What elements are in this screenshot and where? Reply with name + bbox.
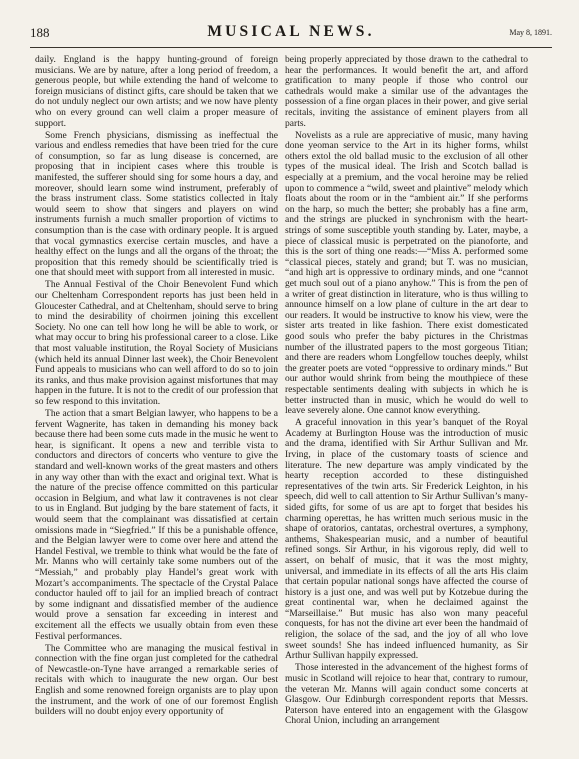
right-column bbox=[285, 55, 528, 751]
header-rule bbox=[30, 47, 552, 48]
issue-date: May 8, 1891. bbox=[509, 28, 552, 37]
paragraph: The Annual Festival of the Choir Benevolent Fund which our Cheltenham Correspondent reports has just been held in Gloucester Cathedral, and at Cheltenham, should serve to bring to mind the desirability of choirmen joining this excellent Society. No one can tell how long he will be able to work, or what may occur to bring his professional career to a close. Like that most valuable institution, the Royal Society of Musicians (which held its annual Dinner last week), the Choir Benevolent Fund appeals to musicians who can well afford to do so to join its ranks, and thus make provision against misfortunes that may happen in the future. It is not to the credit of our profession that so few respond to this invitation. bbox=[35, 279, 278, 407]
paragraph: The action that a smart Belgian lawyer, who happens to be a fervent Wagnerite, has taken in demanding his money back because there had been some cuts made in the music he went to hear, is significant. It opens a new and terrible vista to conductors and directors of concerts who venture to give the standard and well-known works of the great masters and others in any way other than with the exact and original text. What is the nature of the precise offence committed on this particular occasion in Belgium, and what law it contravenes is not clear to us in England. But judging by the bare statement of facts, it would seem that the complainant was dissatisfied at certain omissions made in “Siegfried.” If this be a punishable offence, and the Belgian lawyer were to come over here and attend the Handel Festival, we tremble to think what would be the fate of Mr. Manns who will certainly take some numbers out of the “Messiah,” and probably play Handel’s great work with Mozart’s accompaniments. The spectacle of the Crystal Palace conductor hauled off to jail for an implied breach of contract by some indignant and dissatisfied member of the audience would prove a sensation far exceeding in interest and excitement all the effects we usually obtain from even these Festival performances. bbox=[35, 408, 278, 642]
paragraph: being properly appreciated by those drawn to the cathedral to hear the performances. It would benefit the art, and afford gratification to many people if those who control our cathedrals would make a similar use of the advantages the possession of a fine organ places in their power, and give serial recitals, inviting the assistance of eminent players from all parts. bbox=[285, 55, 528, 129]
paragraph: The Committee who are managing the musical festival in connection with the fine organ just completed for the cathedral of Newcastle-on-Tyne have arranged a remarkable series of recitals with which to inaugurate the new organ. Our best English and some renowned foreign organists are to play upon the instrument, and the work of one of our foremost English builders will no doubt enjoy every opportunity of bbox=[35, 642, 278, 718]
left-column bbox=[35, 55, 278, 751]
paragraph: Those interested in the advancement of the highest forms of music in Scotland will rejoice to hear that, contrary to rumour, the veteran Mr. Manns will again conduct some concerts at Glasgow. Our Edinburgh correspondent reports that Messrs. Paterson have entered into an engagement with the Glasgow Choral Union, including an arrangement bbox=[285, 662, 528, 727]
paragraph: daily. England is the happy hunting-ground of foreign musicians. We are by nature, after a long period of freedom, a generous people, but while extending the hand of welcome to foreign musicians of distinct gifts, care should be taken that we do not unduly neglect our own artists; and we now have plenty who on every ground can well claim a proper measure of support. bbox=[35, 55, 278, 129]
paragraph: A graceful innovation in this year’s banquet of the Royal Academy at Burlington House was the introduction of music and the drama, identified with Sir Arthur Sullivan and Mr. Irving, in place of the customary toasts of science and literature. The new departure was amply vindicated by the hearty reception accorded to these distinguished representatives of the twin arts. Sir Frederick Leighton, in his speech, did well to call attention to Sir Arthur Sullivan’s many-sided gifts, for some of us are apt to forget that besides his charming operettas, he has written much serious music in the shape of oratorios, cantatas, orchestral overtures, a symphony, anthems, Shakespearian music, and a number of beautiful refined songs. Sir Arthur, in his vigorous reply, did well to assert, on behalf of music, that it was the most mighty, universal, and immediate in its effects of all the arts His claim that certain popular national songs have affected the course of history is a just one, and was well put by Kotzebue during the great continental war, when he declaimed against the “Marseillaise.” But music has also won many peaceful conquests, for has not the divine art ever been the handmaid of religion, the solace of the sad, and the joy of all who love sweet sounds! She has indeed influenced humanity, as Sir Arthur Sullivan happily expressed. bbox=[285, 417, 528, 662]
paragraph: Some French physicians, dismissing as ineffectual the various and endless remedies that have been tried for the cure of consumption, so far as lung disease is concerned, are proposing that in incipient cases where this trouble is manifested, the sufferer should sing for some hours a day, and moreover, should learn some wind instrument, preferably of the brass instrument class. Some statistics collected in Italy would seem to show that singers and players on wind instruments furnish a much smaller proportion of victims to consumption than is the case with ordinary people. It is argued that vocal gymnastics exercise certain muscles, and have a healthy effect on the lungs and all the organs of the throat; the proposition that this remedy should be scientifically tried is one that should meet with support from all interested in music. bbox=[35, 129, 278, 279]
paragraph: Novelists as a rule are appreciative of music, many having done yeoman service to the Art in its higher forms, whilst others extol the old ballad music to the exclusion of all other types of the musical ideal. The Irish and Scotch ballad is especially at a premium, and the vocal heroine may be relied upon to commence a “wild, sweet and plaintive” melody which floats about the room or in the “ambient air.” If she performs on the harp, so much the better; she probably has a fine arm, and the strings are plucked in synchronism with the heart-strings of some susceptible youth standing by. Later, maybe, a piece of classical music is perpetrated on the pianoforte, and this is the sort of thing one reads:—“Miss A. performed some “classical pieces, stately and grand; but T. was no musician, “and high art is oppressive to ordinary minds, and one “cannot get much soul out of a piano anyhow.” This is from the pen of a writer of great distinction in literature, who is thus willing to announce himself on a low plane of culture in the art dear to our readers. It would be instructive to know his view, were the sister arts treated in like fashion. There exist domesticated good souls who prefer the baby pictures in the Christmas number of the illustrated papers to the most gorgeous Titian; and there are readers whom Longfellow touches deeply, whilst the greater poets are voted “oppressive to ordinary minds.” But our author would shrink from being the mouthpiece of these respectable sentiments dealing with subjects in which he is better instructed than in music, which he would do well to leave severely alone. One cannot know everything. bbox=[285, 129, 528, 417]
page-header bbox=[30, 22, 552, 44]
masthead-title: MUSICAL NEWS. bbox=[207, 23, 375, 40]
page-number: 188 bbox=[30, 25, 50, 40]
